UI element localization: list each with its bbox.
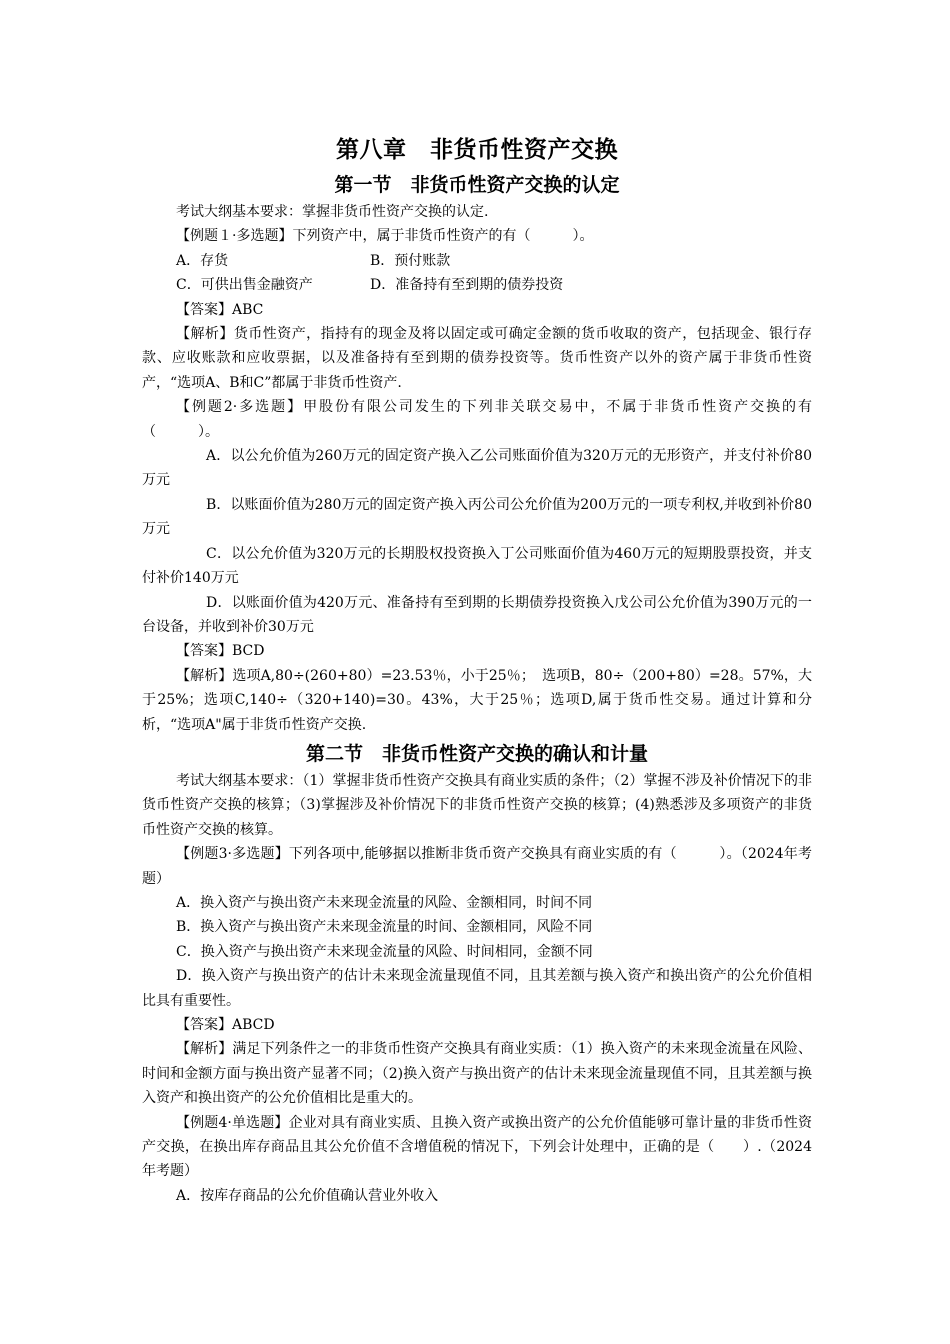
q4-stem: 【例题4·单选题】企业对具有商业实质、且换入资产或换出资产的公允价值能够可靠计量的非货币性资产交换，在换出库存商品且其公允价值不含增值税的情况下，下列会计处理中，正确的是（ ）.（2024年考题）	[142, 1114, 812, 1180]
q1-option-c: C．可供出售金融资产	[176, 277, 313, 294]
q2-option-c: C．以公允价值为320万元的长期股权投资换入丁公司账面价值为460万元的短期股票投资，并支付补价140万元	[142, 545, 812, 587]
q1-options-row-1	[142, 249, 812, 273]
section-2-title: 第二节 非货币性资产交换的确认和计量	[305, 742, 648, 765]
q2-option-a: A．以公允价值为260万元的固定资产换入乙公司账面价值为320万元的无形资产，并支付补价80万元	[142, 448, 812, 489]
section-1-title: 第一节 非货币性资产交换的认定	[334, 174, 620, 196]
section-2-syllabus: 考试大纲基本要求：（1）掌握非货币性资产交换具有商业实质的条件；（2）掌握不涉及补价情况下的非货币性资产交换的核算；（3)掌握涉及补价情况下的非货币性资产交换的核算；(4)熟悉涉及多项资产的非货币性资产交换的核算。	[142, 772, 812, 838]
q2-answer: 【答案】BCD	[176, 643, 265, 660]
q1-options-row-2	[142, 273, 812, 297]
q1-analysis: 【解析】货币性资产，指持有的现金及将以固定或可确定金额的货币收取的资产，包括现金、银行存款、应收账款和应收票据，以及准备持有至到期的债券投资等。货币性资产以外的资产属于非货币性资产，“选项A、B和C”都属于非货币性资产.	[142, 326, 812, 391]
q2-analysis: 【解析】选项A,80÷(260+80）=23.53％，小于25％； 选项B，80÷（200+80）=28。57%，大于25%；选项C,140÷（320+140)=30。43%，大于25％；选项D,属于货币性交易。通过计算和分析，“选项A"属于非货币性资产交换.	[142, 667, 812, 733]
chapter-title: 第八章 非货币性资产交换	[336, 137, 618, 163]
q3-option-c: C．换入资产与换出资产未来现金流量的风险、时间相同，金额不同	[176, 943, 593, 960]
q3-stem: 【例题3·多选题】下列各项中,能够据以推断非货币资产交换具有商业实质的有（ ）。（2024年考题）	[142, 846, 812, 887]
q1-stem: 【例题１·多选题】下列资产中，属于非货币性资产的有（ ）。	[176, 228, 594, 245]
q2-stem: 【例题2·多选题】甲股份有限公司发生的下列非关联交易中，不属于非货币性资产交换的有（ ）。	[142, 399, 812, 440]
q3-answer: 【答案】ABCD	[176, 1017, 275, 1033]
q1-option-a: A．存货	[176, 252, 229, 269]
q4-option-a: A．按库存商品的公允价值确认营业外收入	[176, 1187, 439, 1204]
section-1-syllabus: 考试大纲基本要求：掌握非货币性资产交换的认定.	[176, 204, 489, 220]
q3-option-d: D．换入资产与换出资产的估计未来现金流量现值不同，且其差额与换入资产和换出资产的公允价值相比具有重要性。	[142, 968, 812, 1009]
q2-option-b: B．以账面价值为280万元的固定资产换入丙公司公允价值为200万元的一项专利权,并收到补价80万元	[142, 496, 812, 538]
q2-option-d: D．以账面价值为420万元、准备持有至到期的长期债券投资换入戊公司公允价值为390万元的一台设备，并收到补价30万元	[142, 594, 812, 635]
q3-option-b: B．换入资产与换出资产未来现金流量的时间、金额相同，风险不同	[176, 919, 593, 936]
q1-answer: 【答案】ABC	[176, 301, 264, 318]
q1-option-d: D．准备持有至到期的债券投资	[370, 277, 564, 294]
q1-option-b: B．预付账款	[370, 252, 451, 269]
q3-analysis: 【解析】满足下列条件之一的非货币性资产交换具有商业实质：（1）换入资产的未来现金流量在风险、时间和金额方面与换出资产显著不同；（2)换入资产与换出资产的估计未来现金流量现值不同，且其差额与换入资产和换出资产的公允价值相比是重大的。	[142, 1041, 812, 1107]
document-body	[142, 132, 812, 1208]
q3-option-a: A．换入资产与换出资产未来现金流量的风险、金额相同，时间不同	[176, 894, 593, 911]
